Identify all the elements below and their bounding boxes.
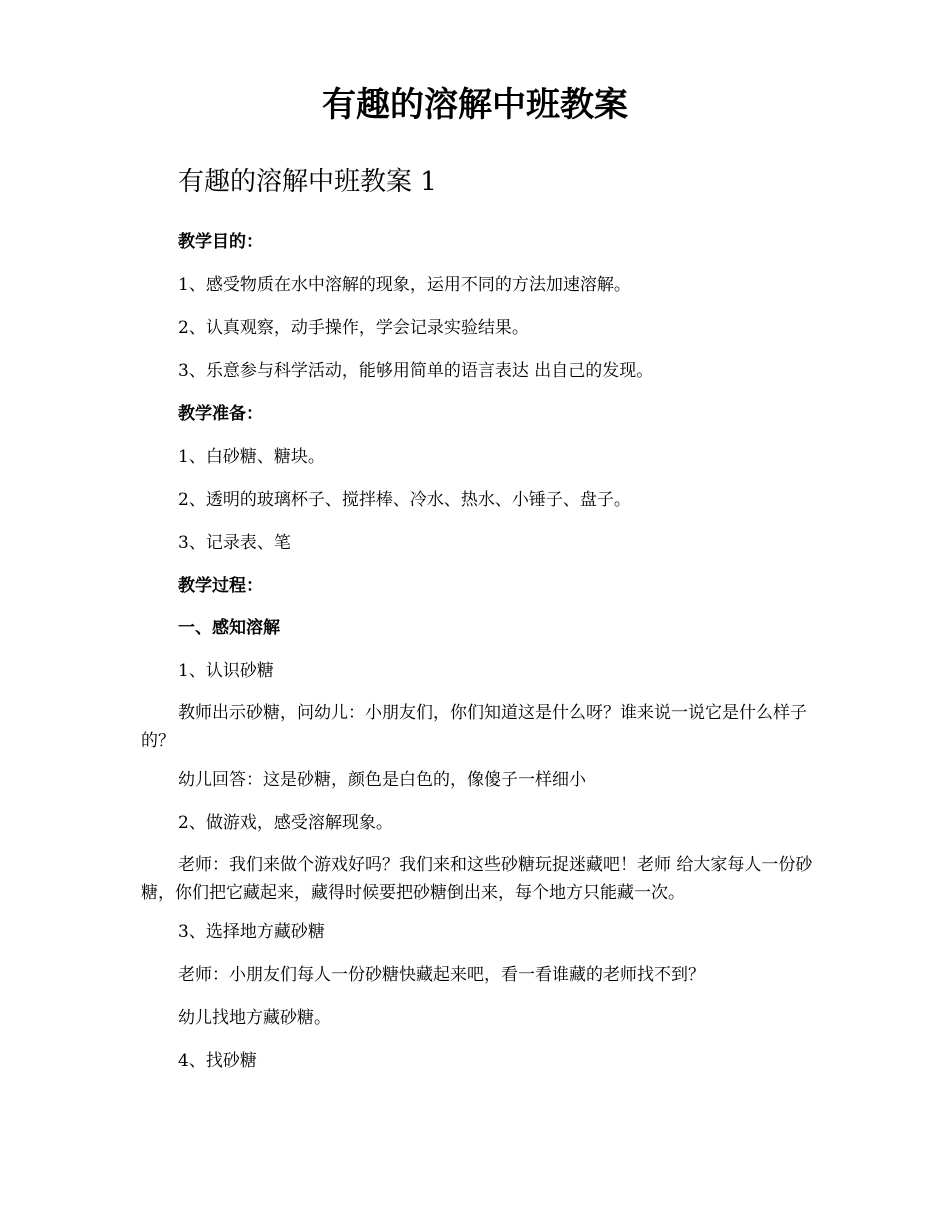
prep-item: 2、透明的玻璃杯子、搅拌棒、冷水、热水、小锤子、盘子。 bbox=[178, 490, 631, 510]
goal-item: 3、乐意参与科学活动，能够用简单的语言表达 出自己的发现。 bbox=[178, 361, 654, 381]
body-line: 老师：小朋友们每人一份砂糖快藏起来吧，看一看谁藏的老师找不到？ bbox=[178, 965, 705, 985]
section-heading: 一、感知溶解 bbox=[178, 618, 280, 638]
prep-item: 1、白砂糖、糖块。 bbox=[178, 447, 325, 467]
prep-item: 3、记录表、笔 bbox=[178, 533, 291, 553]
step-label: 4、找砂糖 bbox=[178, 1051, 257, 1071]
step-label: 2、做游戏，感受溶解现象。 bbox=[178, 813, 393, 833]
paragraph-text: 老师：我们来做个游戏好吗？我们来和这些砂糖玩捉迷藏吧！老师 给大家每人一份砂糖，你们把它藏起来，藏得时候要把砂糖倒出来，每个地方只能藏一次。 bbox=[141, 855, 813, 903]
body-paragraph bbox=[141, 851, 821, 907]
goal-item: 2、认真观察，动手操作，学会记录实验结果。 bbox=[178, 318, 529, 338]
body-line: 幼儿找地方藏砂糖。 bbox=[178, 1008, 331, 1028]
section-title: 有趣的溶解中班教案 1 bbox=[178, 167, 437, 197]
goal-item: 1、感受物质在水中溶解的现象，运用不同的方法加速溶解。 bbox=[178, 275, 631, 295]
body-paragraph bbox=[141, 699, 821, 755]
step-label: 3、选择地方藏砂糖 bbox=[178, 922, 325, 942]
goal-heading: 教学目的： bbox=[178, 232, 263, 252]
paragraph-text: 教师出示砂糖，问幼儿：小朋友们，你们知道这是什么呀？谁来说一说它是什么样子的？ bbox=[141, 703, 807, 751]
body-line: 幼儿回答：这是砂糖，颜色是白色的，像傻子一样细小 bbox=[178, 770, 586, 790]
prep-heading: 教学准备： bbox=[178, 404, 263, 424]
process-heading: 教学过程： bbox=[178, 576, 263, 596]
document-title: 有趣的溶解中班教案 bbox=[322, 85, 628, 125]
step-label: 1、认识砂糖 bbox=[178, 661, 274, 681]
